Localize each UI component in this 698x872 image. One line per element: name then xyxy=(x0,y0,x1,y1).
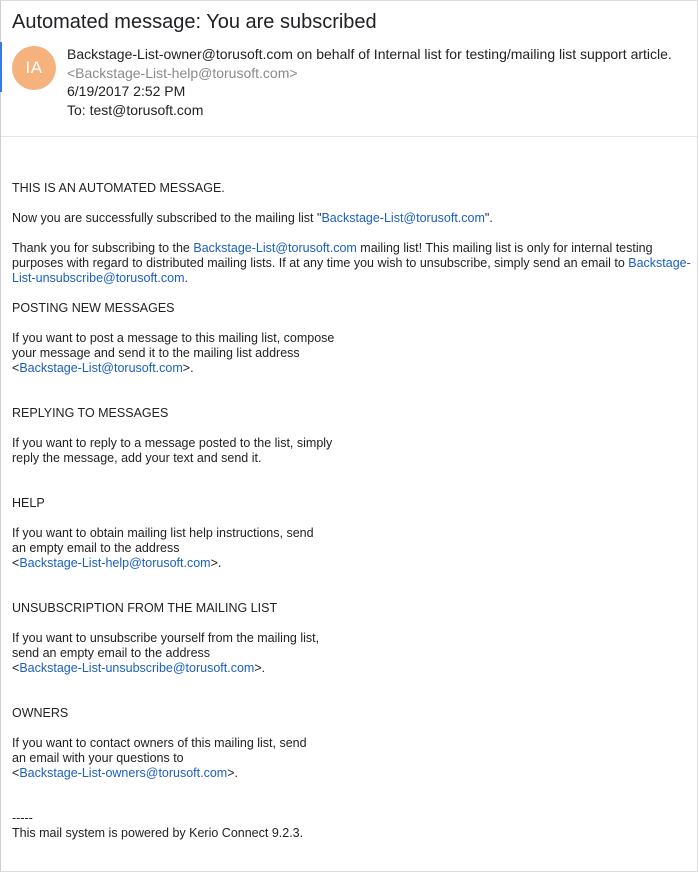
thanks-list-link[interactable]: Backstage-List@torusoft.com xyxy=(193,241,357,255)
unsubscription-line-2: send an empty email to the address xyxy=(12,646,211,660)
unsubscription-heading: UNSUBSCRIPTION FROM THE MAILING LIST xyxy=(12,601,278,615)
mailing-list-link[interactable]: Backstage-List@torusoft.com xyxy=(321,211,485,225)
angle-open: < xyxy=(12,661,20,675)
subscribed-text-end: ". xyxy=(484,211,493,225)
header-divider xyxy=(1,136,697,137)
help-address xyxy=(12,556,692,571)
thanks-paragraph xyxy=(12,241,692,286)
angle-open: < xyxy=(12,361,20,375)
posting-heading: POSTING NEW MESSAGES xyxy=(12,301,175,315)
posting-line-2: your message and send it to the mailing list address xyxy=(12,346,300,360)
email-subject: Automated message: You are subscribed xyxy=(12,11,377,33)
thanks-text-end: . xyxy=(184,271,188,285)
from-line: Backstage-List-owner@torusoft.com on behalf of Internal list for testing/mailing list support article. xyxy=(67,46,672,62)
selection-accent xyxy=(0,42,2,92)
help-line-2: an empty email to the address xyxy=(12,541,180,555)
posting-address xyxy=(12,361,692,376)
owners-line-1: If you want to contact owners of this mailing list, send xyxy=(12,736,307,750)
unsubscribe-address-link[interactable]: Backstage-List-unsubscribe@torusoft.com xyxy=(19,661,255,675)
angle-close: >. xyxy=(210,556,222,570)
replying-line-2: reply the message, add your text and send it. xyxy=(12,451,262,465)
thanks-text-mid: mailing list! This mailing list is only for internal testing purposes with regard to distributed mailing lists. If at any time you wish to unsubscribe, simply send an email to xyxy=(12,241,653,270)
automated-notice: THIS IS AN AUTOMATED MESSAGE. xyxy=(12,181,225,195)
powered-by: This mail system is powered by Kerio Connect 9.2.3. xyxy=(12,826,304,840)
thanks-text: Thank you for subscribing to the xyxy=(12,241,194,255)
owners-line-2: an email with your questions to xyxy=(12,751,184,765)
owners-address xyxy=(12,766,692,781)
owners-heading: OWNERS xyxy=(12,706,69,720)
email-body xyxy=(12,181,692,841)
help-heading: HELP xyxy=(12,496,45,510)
angle-close: >. xyxy=(182,361,194,375)
angle-open: < xyxy=(12,766,20,780)
subscribed-text: Now you are successfully subscribed to the mailing list " xyxy=(12,211,322,225)
sender-avatar[interactable]: IA xyxy=(12,46,56,90)
replying-line-1: If you want to reply to a message posted to the list, simply xyxy=(12,436,333,450)
thanks-unsubscribe-link[interactable]: Backstage-List-unsubscribe@torusoft.com xyxy=(12,256,691,285)
owners-address-link[interactable]: Backstage-List-owners@torusoft.com xyxy=(19,766,228,780)
angle-close: >. xyxy=(254,661,266,675)
help-address-link[interactable]: Backstage-List-help@torusoft.com xyxy=(19,556,211,570)
angle-open: < xyxy=(12,556,20,570)
help-line-1: If you want to obtain mailing list help instructions, send xyxy=(12,526,314,540)
posting-line-1: If you want to post a message to this mailing list, compose xyxy=(12,331,335,345)
subscribed-paragraph xyxy=(12,211,692,226)
unsubscription-line-1: If you want to unsubscribe yourself from the mailing list, xyxy=(12,631,320,645)
unsubscription-address xyxy=(12,661,692,676)
posting-address-link[interactable]: Backstage-List@torusoft.com xyxy=(19,361,183,375)
angle-close: >. xyxy=(227,766,238,780)
to-line: To: test@torusoft.com xyxy=(67,101,204,118)
sender-info xyxy=(67,45,672,119)
signature-separator: ----- xyxy=(12,811,33,825)
email-date: 6/19/2017 2:52 PM xyxy=(67,83,186,99)
from-email[interactable]: <Backstage-List-help@torusoft.com> xyxy=(67,64,298,81)
replying-heading: REPLYING TO MESSAGES xyxy=(12,406,169,420)
